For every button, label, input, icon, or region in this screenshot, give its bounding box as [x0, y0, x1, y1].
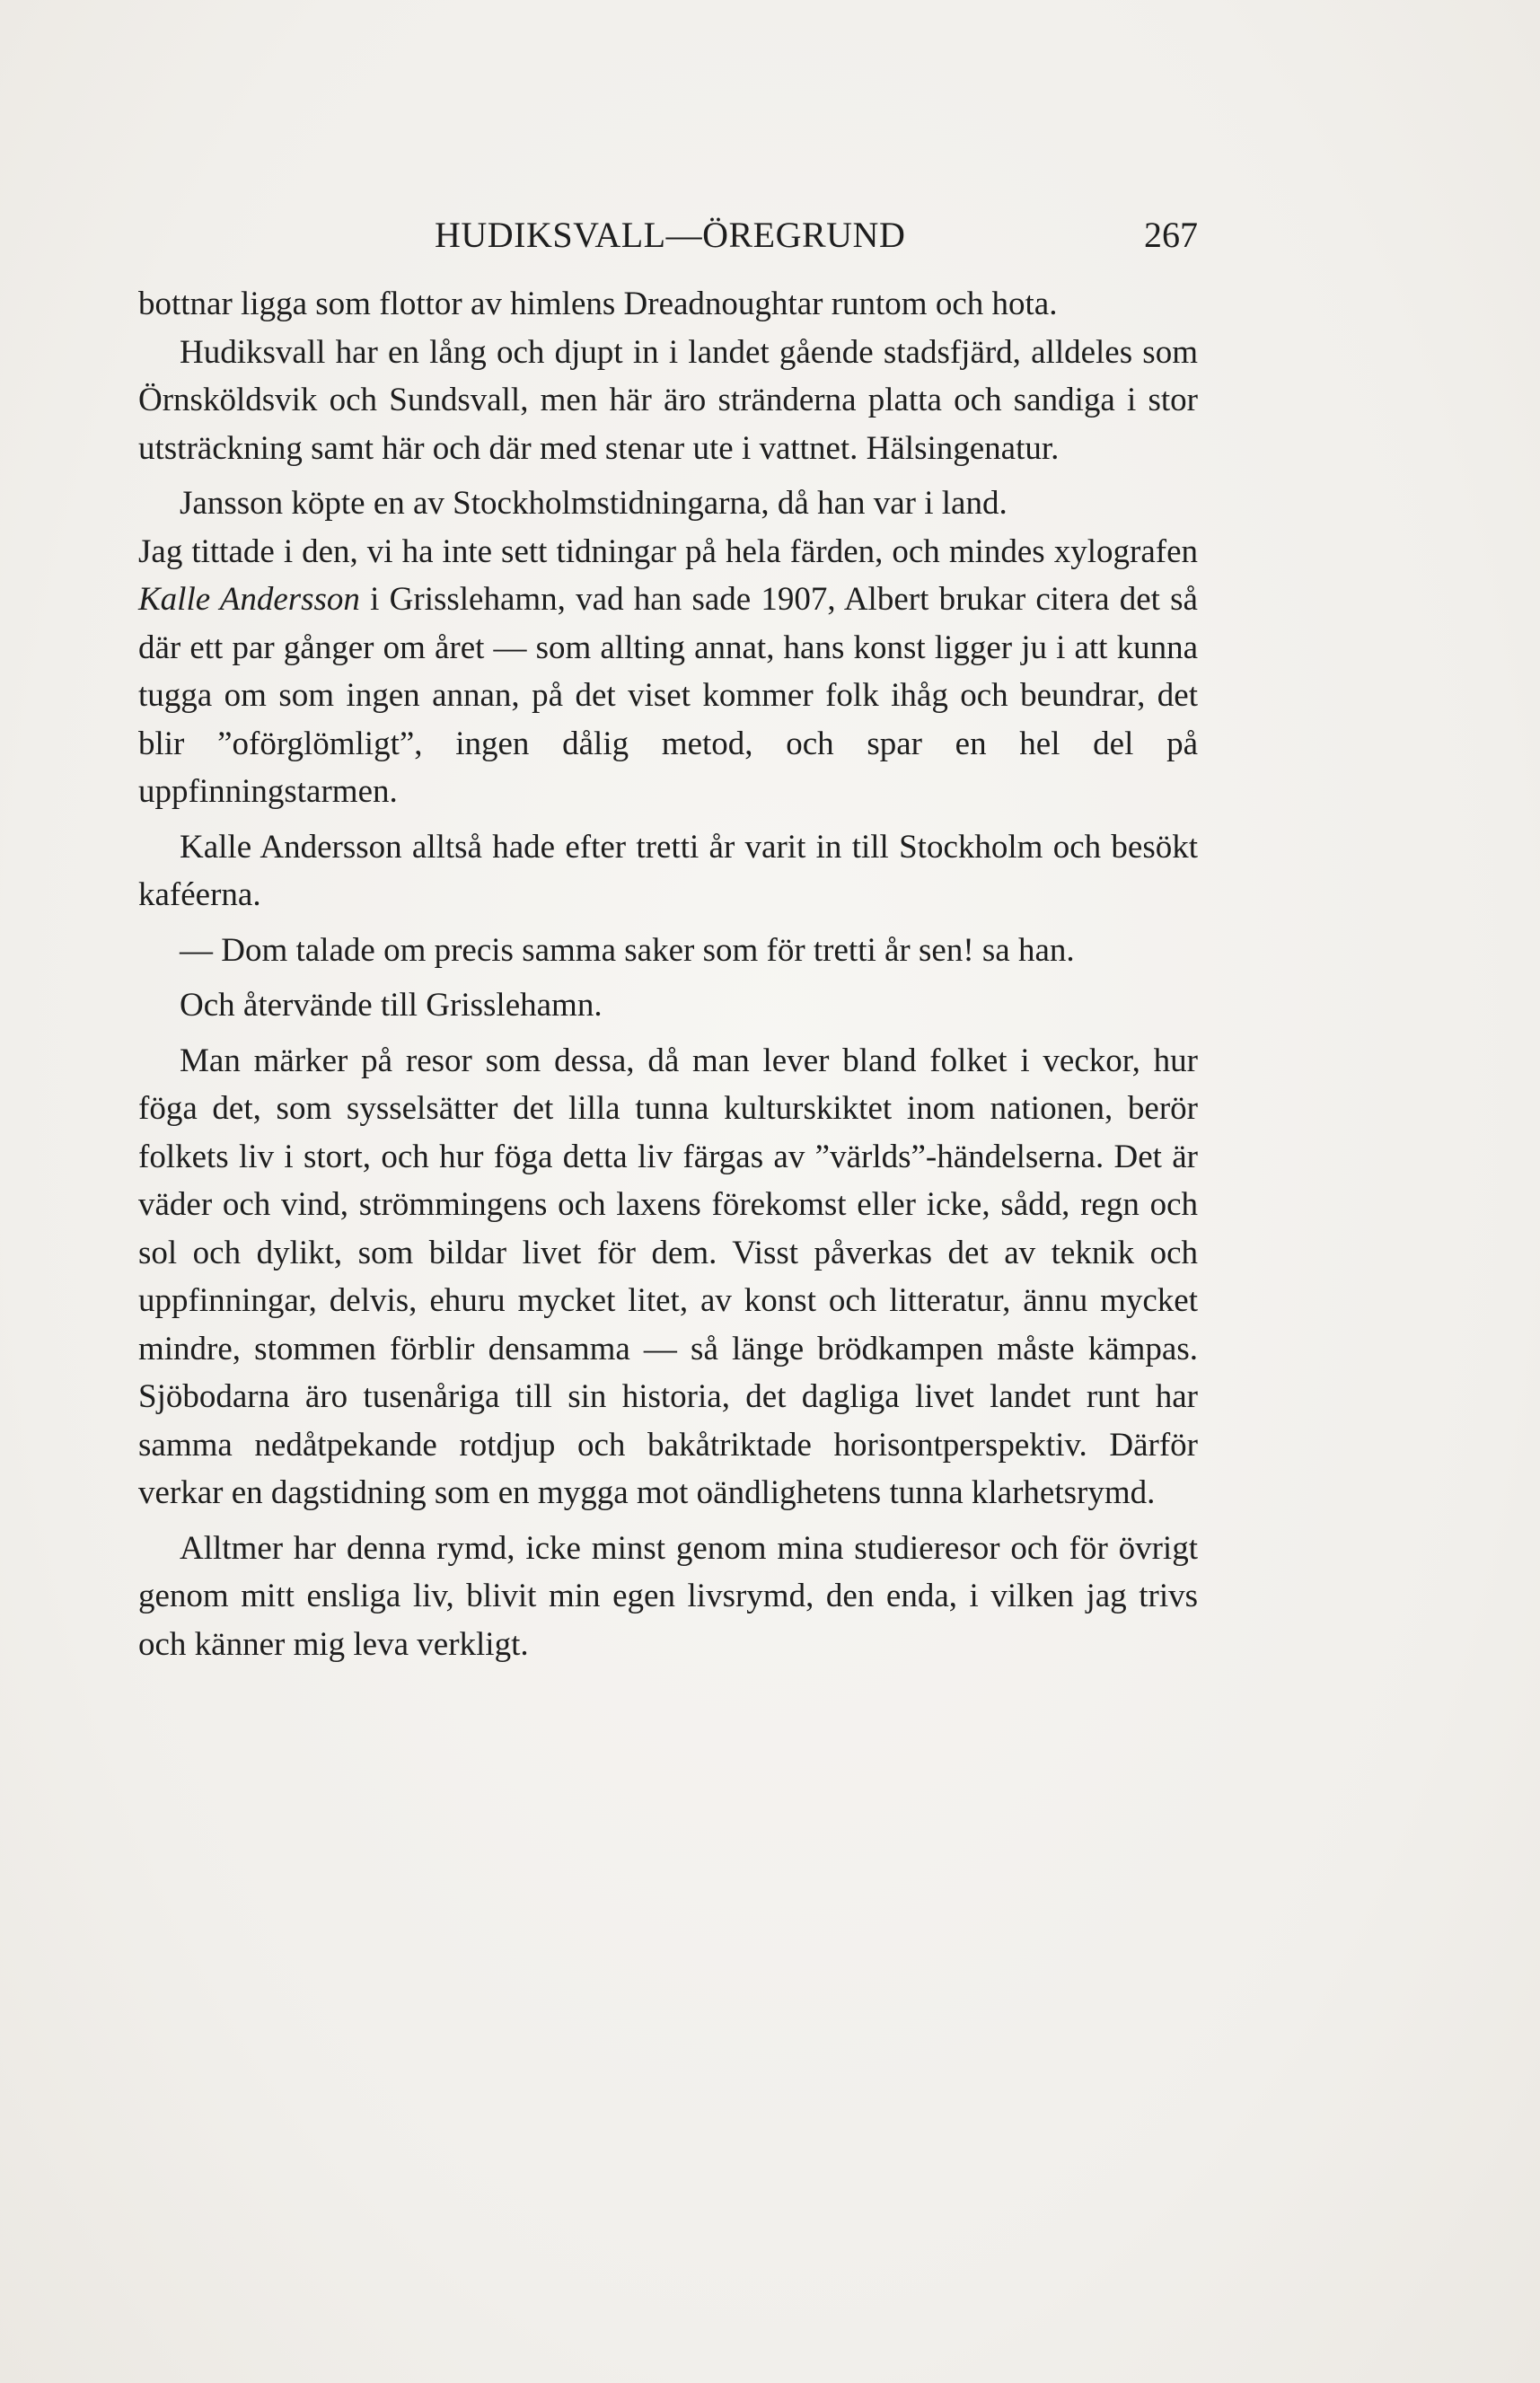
paragraph-kalle: Kalle Andersson alltså hade efter tretti år varit in till Stockholm och besökt kaféerna. [138, 828, 1198, 913]
paragraph-xylografen [138, 528, 1198, 816]
paragraph-jansson: Jansson köpte en av Stockholmstidningarna, då han var i land. [180, 485, 1008, 522]
body-text [138, 280, 1198, 1668]
paragraph-closing: Alltmer har denna rymd, icke minst genom mina studieresor och för övrigt genom mitt ensliga liv, blivit min egen livsrymd, den enda, i vilken jag trivs och känner mig leva verkligt. [138, 1529, 1198, 1663]
italic-name: Kalle Andersson [138, 581, 360, 618]
paragraph-dialogue: — Dom talade om precis samma saker som för tretti år sen! sa han. [180, 931, 1075, 969]
page-header [138, 208, 1198, 262]
paragraph-reflection: Man märker på resor som dessa, då man lever bland folket i veckor, hur föga det, som sysselsätter det lilla tunna kulturskiktet inom nationen, berör folkets liv i stort, och hur föga detta liv färgas av ”världs”-händelserna. Det är väder och vind, strömmingens och laxens förekomst eller icke, sådd, regn och sol och dylikt, som bildar livet för dem. Visst påverkas det av teknik och uppfinningar, delvis, ehuru mycket litet, av konst och litteratur, ännu mycket mindre, stommen förblir densamma — så länge brödkampen måste kämpas. Sjöbodarna äro tusenåriga till sin historia, det dagliga livet landet runt har samma nedåtpekande rotdjup och bakåtriktade horisontperspektiv. Därför verkar en dagstidning som en mygga mot oändlighetens tunna klarhetsrymd. [138, 1042, 1198, 1511]
page-number: 267 [1144, 215, 1198, 255]
paragraph-return: Och återvände till Grisslehamn. [180, 987, 603, 1024]
running-head: HUDIKSVALL—ÖREGRUND [435, 215, 906, 255]
paragraph-xylografen-part-1: Jag tittade i den, vi ha inte sett tidningar på hela färden, och mindes xylografen [138, 532, 1198, 570]
paragraph-continuation: bottnar ligga som flottor av himlens Dreadnoughtar runtom och hota. [138, 286, 1058, 322]
paragraph-xylografen-part-2: i Grisslehamn, vad han sade 1907, Albert brukar citera det så där ett par gånger om året — som allting annat, hans konst ligger ju i att kunna tugga om som ingen annan, på det viset kommer folk ihåg och beundrar, det blir ”oförglömligt”, ingen dålig metod, och spar en hel del på uppfinningstarmen. [138, 581, 1198, 810]
paragraph-hudiksvall: Hudiksvall har en lång och djupt in i landet gående stadsfjärd, alldeles som Örnsköldsvik och Sundsvall, men här äro stränderna platta och sandiga i stor utsträckning samt här och där med stenar ute i vattnet. Hälsingenatur. [138, 333, 1198, 467]
